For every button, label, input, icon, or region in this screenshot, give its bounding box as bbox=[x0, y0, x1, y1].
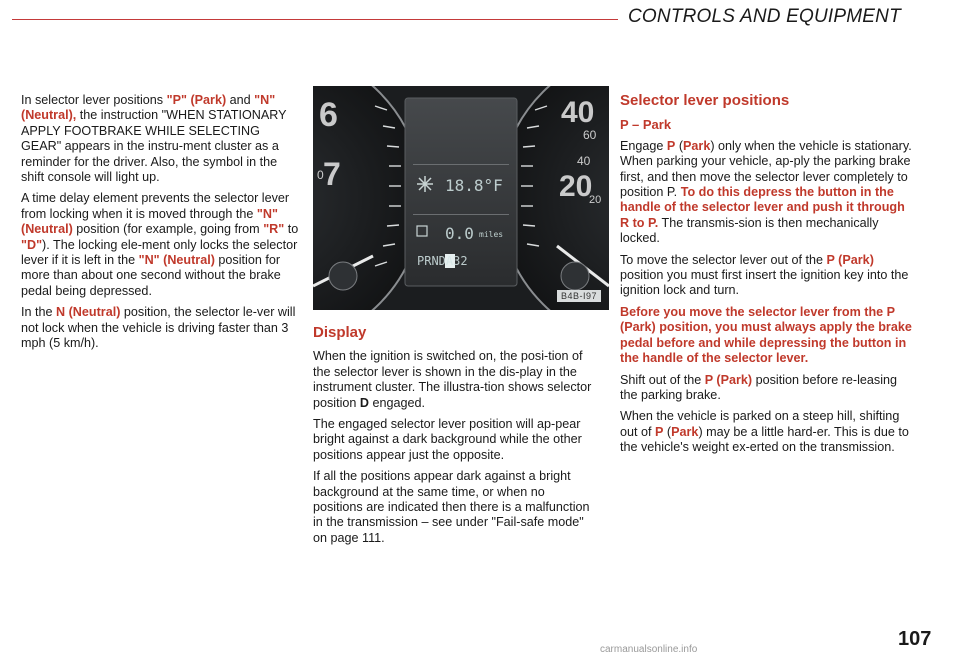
text: In the bbox=[21, 305, 57, 320]
selector-lever-positions-title: Selector lever positions bbox=[620, 92, 790, 109]
text: When the vehicle is parked on a steep hill, shifting out of bbox=[620, 409, 900, 439]
park-paragraph-5 bbox=[620, 409, 912, 455]
gauge-label-6: 6 bbox=[319, 96, 338, 134]
left-paragraph-2 bbox=[21, 191, 299, 299]
right-column bbox=[620, 93, 912, 462]
text: To move the selector lever out of the bbox=[620, 252, 827, 267]
text: and bbox=[226, 93, 255, 107]
text: engaged. bbox=[369, 395, 426, 410]
emph-neutral: "N" (Neutral) bbox=[138, 253, 215, 268]
text: In selector lever positions bbox=[21, 93, 167, 107]
park-warning: Before you move the selector lever from the P (Park) position, you must always apply the brake pedal before and while depressing the button in the handle of the selector lever. bbox=[620, 304, 912, 366]
header-rule bbox=[12, 19, 618, 20]
gauge-label-20-small: 20 bbox=[589, 194, 602, 206]
emph-park: Park bbox=[671, 424, 699, 439]
gauge-label-40-top: 40 bbox=[561, 96, 595, 129]
text: position, the selector le-ver will not lock when the vehicle is driving faster than 3 mph (5 km/h). bbox=[21, 305, 296, 351]
text: the instruction "WHEN STATIONARY APPLY FOOTBRAKE WHILE SELECTING GEAR" appears in the instru-ment cluster as a reminder for the driver. Also, the symbol in the shift console will light up. bbox=[21, 108, 287, 185]
text: ) may be a little hard-er. This is due to the vehicle's weight ex-erted on the transmission. bbox=[620, 424, 909, 455]
emph-park: P (Park) bbox=[826, 252, 874, 267]
instrument-cluster-illustration bbox=[313, 86, 609, 310]
gauge-label-20-big: 20 bbox=[559, 170, 593, 203]
gauge-label-40: 40 bbox=[577, 154, 591, 168]
emph-instruction: To do this depress the button in the handle of the selector lever and push it through R to P. bbox=[620, 185, 905, 230]
emph-neutral: "N" (Neutral), bbox=[21, 93, 276, 123]
emph-p: P bbox=[666, 138, 676, 153]
emph-neutral: "N" (Neutral) bbox=[21, 206, 278, 237]
text: ( bbox=[663, 424, 672, 439]
page-header-title: CONTROLS AND EQUIPMENT bbox=[628, 6, 901, 27]
text: When the ignition is switched on, the posi-tion of the selector lever is shown in the dis-play in the instrument cluster. The illustra-tion shows selector position bbox=[313, 349, 592, 410]
lcd-temperature: 18.8°F bbox=[445, 176, 503, 195]
text: position you must first insert the ignition key into the ignition lock and turn. bbox=[620, 268, 909, 298]
text: ). The locking ele-ment only locks the selector lever if it is left in the bbox=[21, 237, 298, 268]
text: position for more than about one second without the brake pedal being depressed. bbox=[21, 253, 281, 298]
emph-d: D bbox=[359, 395, 370, 410]
park-paragraph-2 bbox=[620, 253, 912, 299]
display-paragraph-1 bbox=[313, 349, 596, 411]
text: Shift out of the bbox=[620, 372, 705, 387]
left-paragraph-3 bbox=[21, 305, 299, 351]
emph-p: P bbox=[655, 424, 664, 439]
emph-park: "P" (Park) bbox=[166, 93, 227, 107]
gauge-label-60: 60 bbox=[583, 128, 597, 142]
gear-indicator: PRNDA32 bbox=[417, 254, 468, 268]
lcd-unit: miles bbox=[479, 230, 504, 239]
page-number: 107 bbox=[898, 628, 932, 650]
emph-r: "R" bbox=[263, 222, 285, 237]
text: position before re-leasing the parking brake. bbox=[620, 372, 898, 402]
figure-id: B4B-I97 bbox=[557, 290, 601, 302]
gauge-label-7: 7 bbox=[323, 156, 341, 192]
park-paragraph-1 bbox=[620, 139, 912, 247]
text: The transmis-sion is then mechanically locked. bbox=[620, 215, 879, 246]
text: ) only when the vehicle is stationary. When parking your vehicle, ap-ply the parking brake first, and then move the selector lever completely to position P. bbox=[620, 138, 912, 200]
right-knob bbox=[561, 262, 589, 290]
text: to bbox=[284, 222, 299, 237]
text: A time delay element prevents the selector lever from locking when it is moved through the bbox=[21, 191, 290, 221]
left-paragraph-1 bbox=[21, 93, 299, 185]
left-knob bbox=[329, 262, 357, 290]
emph-park: Park bbox=[683, 138, 711, 153]
display-paragraph-3: If all the positions appear dark against a bright background at the same time, or when no positions are indicated then there is a malfunction in the transmission – see under "Fail-safe mode" on page 111. bbox=[313, 469, 590, 545]
snowflake-icon bbox=[417, 176, 433, 192]
text: position (for example, going from bbox=[72, 222, 264, 237]
watermark[interactable]: carmanualsonline.info bbox=[600, 644, 698, 655]
emph-neutral: N (Neutral) bbox=[56, 305, 121, 320]
park-paragraph-4 bbox=[620, 373, 912, 404]
gauge-label-0: 0 bbox=[317, 168, 324, 182]
park-subtitle: P – Park bbox=[620, 117, 672, 133]
text: ( bbox=[675, 138, 684, 153]
lcd-odometer: 0.0 bbox=[445, 224, 474, 243]
text: Engage bbox=[620, 138, 667, 153]
emph-park: P (Park) bbox=[704, 372, 753, 387]
emph-d: "D" bbox=[21, 237, 43, 252]
left-column bbox=[21, 93, 299, 358]
display-title: Display bbox=[313, 324, 367, 341]
middle-column bbox=[313, 325, 596, 552]
display-paragraph-2: The engaged selector lever position will ap-pear bright against a dark background while the other positions appear just the opposite. bbox=[313, 417, 582, 462]
